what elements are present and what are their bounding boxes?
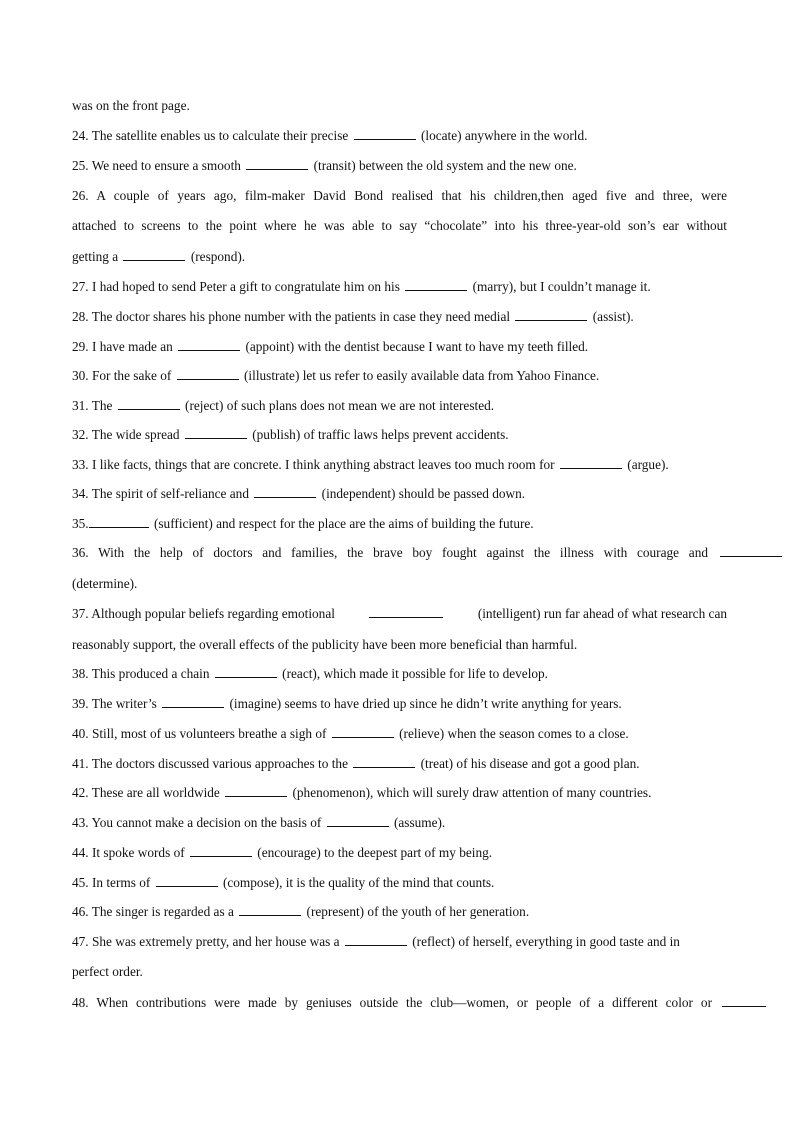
question-43: 43. You cannot make a decision on the basis of (assume). xyxy=(72,815,446,830)
question-35: 35. (sufficient) and respect for the place are the aims of building the future. xyxy=(72,516,534,531)
answer-blank[interactable] xyxy=(254,486,316,498)
question-30: 30. For the sake of (illustrate) let us refer to easily available data from Yahoo Finance. xyxy=(72,368,600,383)
answer-blank[interactable] xyxy=(177,368,239,380)
answer-blank[interactable] xyxy=(327,815,389,827)
question-38: 38. This produced a chain (react), which made it possible for life to develop. xyxy=(72,666,549,681)
answer-blank[interactable] xyxy=(345,934,407,946)
answer-blank[interactable] xyxy=(190,845,252,857)
question-44: 44. It spoke words of (encourage) to the deepest part of my being. xyxy=(72,845,493,860)
answer-blank[interactable] xyxy=(156,875,218,887)
question-36: 36. With the help of doctors and families, the brave boy fought against the illness with courage and xyxy=(72,545,782,561)
question-42: 42. These are all worldwide (phenomenon), which will surely draw attention of many countries. xyxy=(72,785,652,800)
question-26: 26. A couple of years ago, film-maker David Bond realised that his children,then aged five and three, were xyxy=(72,188,727,203)
answer-blank[interactable] xyxy=(215,666,277,678)
question-27: 27. I had hoped to send Peter a gift to congratulate him on his (marry), but I couldn’t manage it. xyxy=(72,279,651,294)
answer-blank[interactable] xyxy=(246,158,308,170)
answer-blank[interactable] xyxy=(162,696,224,708)
question-34: 34. The spirit of self-reliance and (independent) should be passed down. xyxy=(72,486,526,501)
answer-blank[interactable] xyxy=(178,339,240,351)
answer-blank[interactable] xyxy=(225,785,287,797)
question-40: 40. Still, most of us volunteers breathe a sigh of (relieve) when the season comes to a close. xyxy=(72,726,629,741)
answer-blank[interactable] xyxy=(89,516,149,528)
question-26-cont: attached to screens to the point where he was able to say “chocolate” into his three-year-old son’s ear without xyxy=(72,218,727,233)
question-48: 48. When contributions were made by geniuses outside the club—women, or people of a different color or xyxy=(72,995,766,1011)
question-28: 28. The doctor shares his phone number with the patients in case they need medial (assist). xyxy=(72,309,634,324)
text-line: was on the front page. xyxy=(72,98,190,113)
question-37: 37. Although popular beliefs regarding emotional (intelligent) run far ahead of what research can xyxy=(72,606,727,621)
answer-blank[interactable] xyxy=(123,249,185,261)
question-29: 29. I have made an (appoint) with the dentist because I want to have my teeth filled. xyxy=(72,339,589,354)
question-37-cont: reasonably support, the overall effects of the publicity have been more beneficial than harmful. xyxy=(72,637,578,652)
question-33: 33. I like facts, things that are concrete. I think anything abstract leaves too much room for (argue). xyxy=(72,457,669,472)
answer-blank[interactable] xyxy=(185,427,247,439)
question-36-end: (determine). xyxy=(72,576,138,591)
question-45: 45. In terms of (compose), it is the quality of the mind that counts. xyxy=(72,875,495,890)
question-25: 25. We need to ensure a smooth (transit) between the old system and the new one. xyxy=(72,158,577,173)
answer-blank[interactable] xyxy=(118,398,180,410)
answer-blank[interactable] xyxy=(560,457,622,469)
question-46: 46. The singer is regarded as a (represent) of the youth of her generation. xyxy=(72,904,530,919)
answer-blank[interactable] xyxy=(722,995,766,1007)
answer-blank[interactable] xyxy=(353,756,415,768)
question-47-cont: perfect order. xyxy=(72,964,143,979)
answer-blank[interactable] xyxy=(720,545,782,557)
question-32: 32. The wide spread (publish) of traffic laws helps prevent accidents. xyxy=(72,427,509,442)
question-24: 24. The satellite enables us to calculate their precise (locate) anywhere in the world. xyxy=(72,128,588,143)
question-47: 47. She was extremely pretty, and her house was a (reflect) of herself, everything in good taste and in xyxy=(72,934,680,949)
question-41: 41. The doctors discussed various approaches to the (treat) of his disease and got a good plan. xyxy=(72,756,640,771)
answer-blank[interactable] xyxy=(405,279,467,291)
answer-blank[interactable] xyxy=(369,606,443,618)
question-39: 39. The writer’s (imagine) seems to have dried up since he didn’t write anything for years. xyxy=(72,696,622,711)
answer-blank[interactable] xyxy=(515,309,587,321)
answer-blank[interactable] xyxy=(239,904,301,916)
answer-blank[interactable] xyxy=(354,128,416,140)
question-26-end: getting a (respond). xyxy=(72,249,246,264)
question-31: 31. The (reject) of such plans does not mean we are not interested. xyxy=(72,398,495,413)
answer-blank[interactable] xyxy=(332,726,394,738)
